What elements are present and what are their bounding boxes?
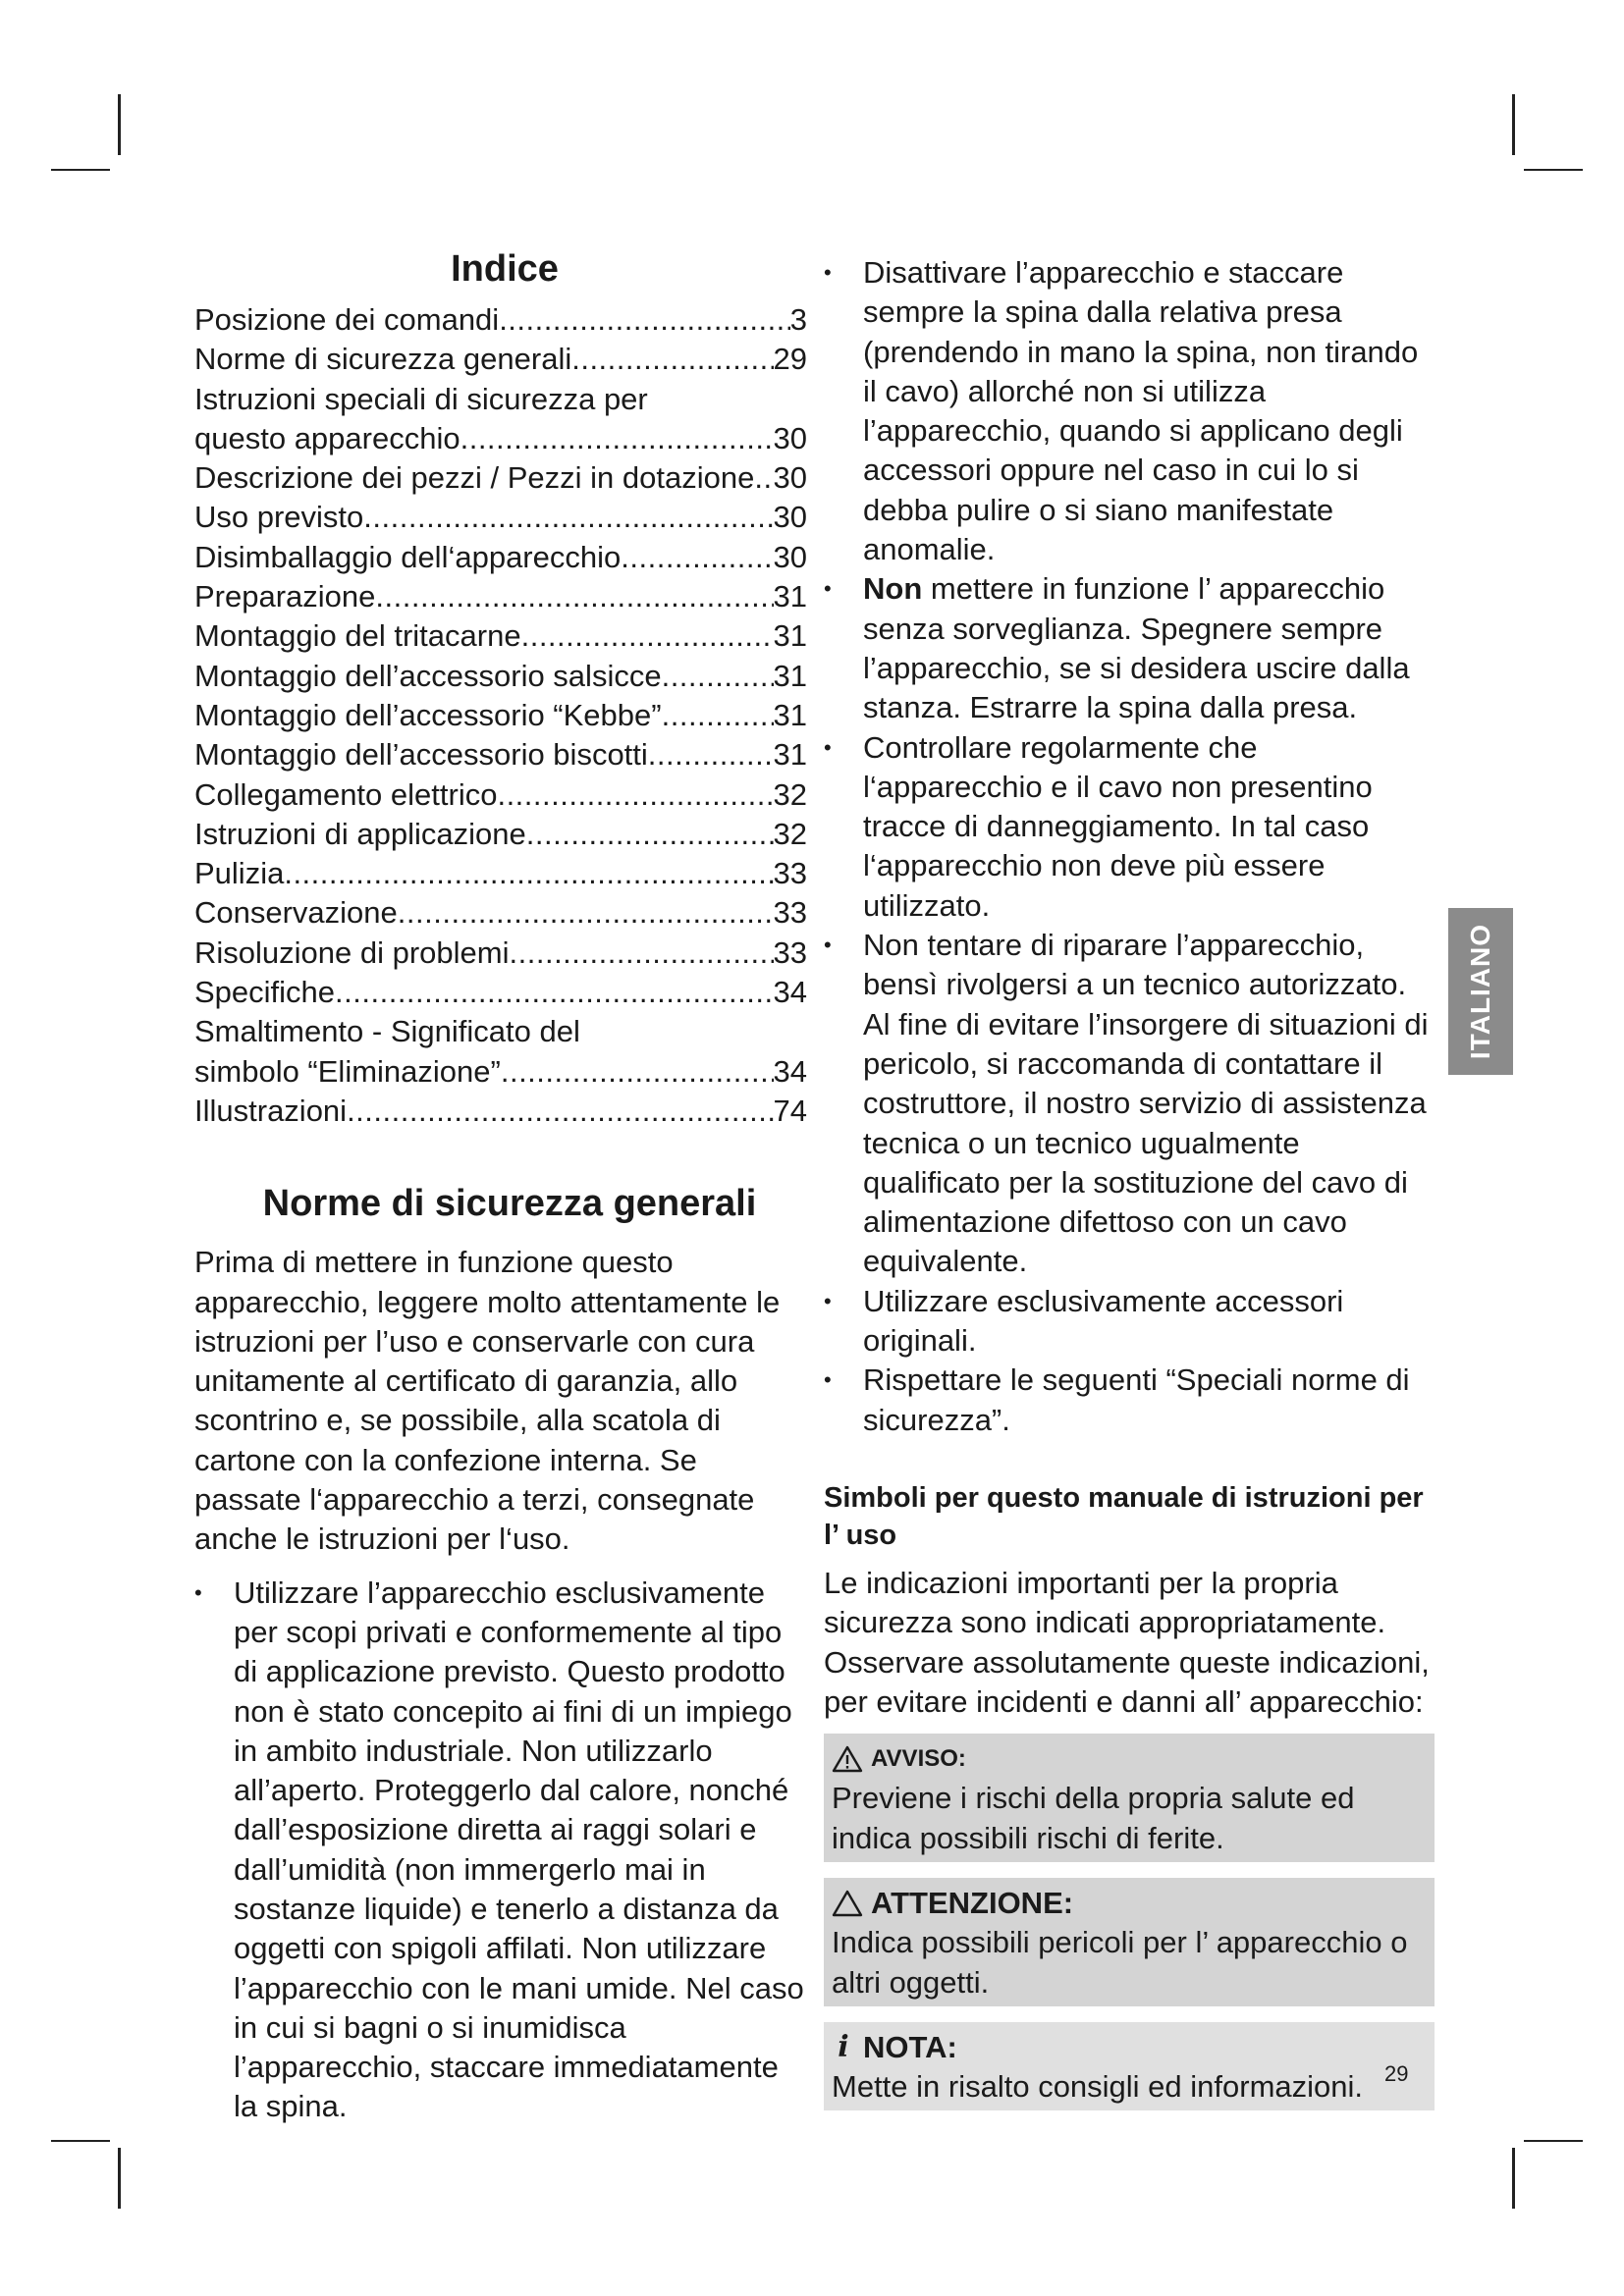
note-label: i NOTA: bbox=[832, 2028, 1427, 2067]
section-title: Norme di sicurezza generali bbox=[262, 1183, 757, 1225]
crop-mark bbox=[118, 2148, 121, 2209]
info-icon: i bbox=[838, 2029, 849, 2064]
toc-entry[interactable]: Montaggio dell’accessorio salsicce ..... 31 bbox=[194, 657, 807, 696]
warning-label: AVVISO: bbox=[832, 1739, 1427, 1779]
toc-entry[interactable]: Istruzioni di applicazione ..... 32 bbox=[194, 815, 807, 854]
warning-triangle-icon bbox=[832, 1745, 863, 1773]
crop-mark bbox=[1512, 2148, 1515, 2209]
toc-entry[interactable]: Preparazione ..... 31 bbox=[194, 577, 807, 616]
left-column bbox=[194, 247, 807, 2127]
safety-bullet: • Non tentare di riparare l’apparecchio, bensì rivolgersi a un tecnico autorizzato. Al fine di evitare l’insorgere di situazioni di pericolo, si raccomanda di contattare il costruttore, il nostro servizio di assistenza tecnica o un tecnico ugualmente qualificato per la sostituzione del cavo di alimentazione difettoso con un cavo equivalente. bbox=[824, 926, 1435, 1282]
toc-entry[interactable]: Specifiche ..... 34 bbox=[194, 973, 807, 1012]
toc-entry[interactable]: Pulizia ..... 33 bbox=[194, 854, 807, 893]
toc-entry[interactable]: Norme di sicurezza generali ..... 29 bbox=[194, 340, 807, 379]
toc-entry[interactable]: Uso previsto ..... 30 bbox=[194, 498, 807, 537]
safety-bullet: • Rispettare le seguenti “Speciali norme di sicurezza”. bbox=[824, 1361, 1435, 1440]
crop-mark bbox=[1524, 2140, 1583, 2142]
crop-mark bbox=[51, 2140, 110, 2142]
intro-paragraph: Prima di mettere in funzione questo apparecchio, leggere molto attentamente le istruzioni per l’uso e conservarle con cura unitamente al certificato di garanzia, allo scontrino e, se possibile, alla scatola di cartone con la confezione interna. Se passate l‘apparecchio a terzi, consegnate anche le istruzioni per l‘uso. bbox=[194, 1245, 781, 1557]
caution-triangle-icon bbox=[832, 1890, 863, 1917]
symbols-intro: Le indicazioni importanti per la propria sicurezza sono indicati appropriatamente. Osservare assolutamente queste indicazioni, per evitare incidenti e danni all’ apparecchio: bbox=[824, 1565, 1430, 1719]
toc-entry[interactable]: Collegamento elettrico ..... 32 bbox=[194, 775, 807, 815]
table-of-contents bbox=[194, 300, 807, 1131]
symbols-heading: Simboli per questo manuale di istruzioni per l’ uso bbox=[824, 1481, 1424, 1551]
toc-entry-line1[interactable]: Smaltimento - Significato del bbox=[194, 1014, 580, 1049]
crop-mark bbox=[51, 169, 110, 171]
caution-box bbox=[824, 1878, 1435, 2006]
safety-list-continued bbox=[824, 253, 1435, 1440]
safety-bullet: • Utilizzare l’apparecchio esclusivamente per scopi privati e conformemente al tipo di applicazione previsto. Questo prodotto non è stato concepito ai fini di un impiego in ambito industriale. Non utilizzarlo all’aperto. Proteggerlo dal calore, nonché dall’esposizione diretta ai raggi solari e dall’umidità (non immergerlo mai in sostanze liquide) e tenerlo a distanza da oggetti con spigoli affilati. Non utilizzare l’apparecchio con le mani umide. Nel caso in cui si bagni o si inumidisca l’apparecchio, staccare immediatamente la spina. bbox=[194, 1574, 807, 2127]
safety-bullet: • Disattivare l’apparecchio e staccare sempre la spina dalla relativa presa (prendendo in mano la spina, non tirando il cavo) allorché non si utilizza l’apparecchio, quando si applicano degli accessori oppure nel caso in cui lo si debba pulire o si siano manifestate anomalie. bbox=[824, 253, 1435, 569]
caution-text: Indica possibili pericoli per l’ apparecchio o altri oggetti. bbox=[832, 1925, 1408, 2000]
toc-entry[interactable]: Illustrazioni ..... 74 bbox=[194, 1092, 807, 1131]
toc-entry[interactable]: Montaggio dell’accessorio biscotti ..... 31 bbox=[194, 735, 807, 774]
toc-entry[interactable]: Posizione dei comandi ..... 3 bbox=[194, 300, 807, 340]
note-box bbox=[824, 2022, 1435, 2111]
crop-mark bbox=[118, 94, 121, 155]
toc-entry[interactable]: Montaggio del tritacarne ..... 31 bbox=[194, 616, 807, 656]
note-text: Mette in risalto consigli ed informazioni. bbox=[832, 2069, 1364, 2105]
right-column bbox=[824, 253, 1435, 2126]
crop-mark bbox=[1524, 169, 1583, 171]
toc-entry[interactable]: Descrizione dei pezzi / Pezzi in dotazione ..... 30 bbox=[194, 458, 807, 498]
safety-list bbox=[194, 1574, 807, 2127]
toc-entry[interactable]: simbolo “Eliminazione” ..... 34 bbox=[194, 1052, 807, 1092]
page-number: 29 bbox=[1384, 2061, 1409, 2086]
language-tab bbox=[1448, 908, 1513, 1075]
toc-entry[interactable]: questo apparecchio ..... 30 bbox=[194, 419, 807, 458]
safety-bullet: • Non mettere in funzione l’ apparecchio senza sorveglianza. Spegnere sempre l’apparecchio, se si desidera uscire dalla stanza. Estrarre la spina dalla presa. bbox=[824, 569, 1435, 727]
crop-mark bbox=[1512, 94, 1515, 155]
caution-label: ATTENZIONE: bbox=[832, 1884, 1427, 1923]
toc-entry[interactable]: Conservazione ..... 33 bbox=[194, 893, 807, 933]
language-tab-label: ITALIANO bbox=[1465, 923, 1496, 1060]
warning-box bbox=[824, 1734, 1435, 1862]
toc-entry[interactable]: Montaggio dell’accessorio “Kebbe” ..... 31 bbox=[194, 696, 807, 735]
toc-entry[interactable]: Risoluzione di problemi ..... 33 bbox=[194, 934, 807, 973]
toc-entry-line1[interactable]: Istruzioni speciali di sicurezza per bbox=[194, 381, 648, 416]
toc-entry[interactable]: Disimballaggio dell‘apparecchio ..... 30 bbox=[194, 538, 807, 577]
warning-text: Previene i rischi della propria salute ed indica possibili rischi di ferite. bbox=[832, 1781, 1355, 1855]
safety-bullet: • Controllare regolarmente che l‘apparecchio e il cavo non presentino tracce di danneggiamento. In tal caso l‘apparecchio non deve più essere utilizzato. bbox=[824, 728, 1435, 926]
toc-title: Indice bbox=[451, 248, 559, 290]
safety-bullet: • Utilizzare esclusivamente accessori originali. bbox=[824, 1282, 1435, 1362]
